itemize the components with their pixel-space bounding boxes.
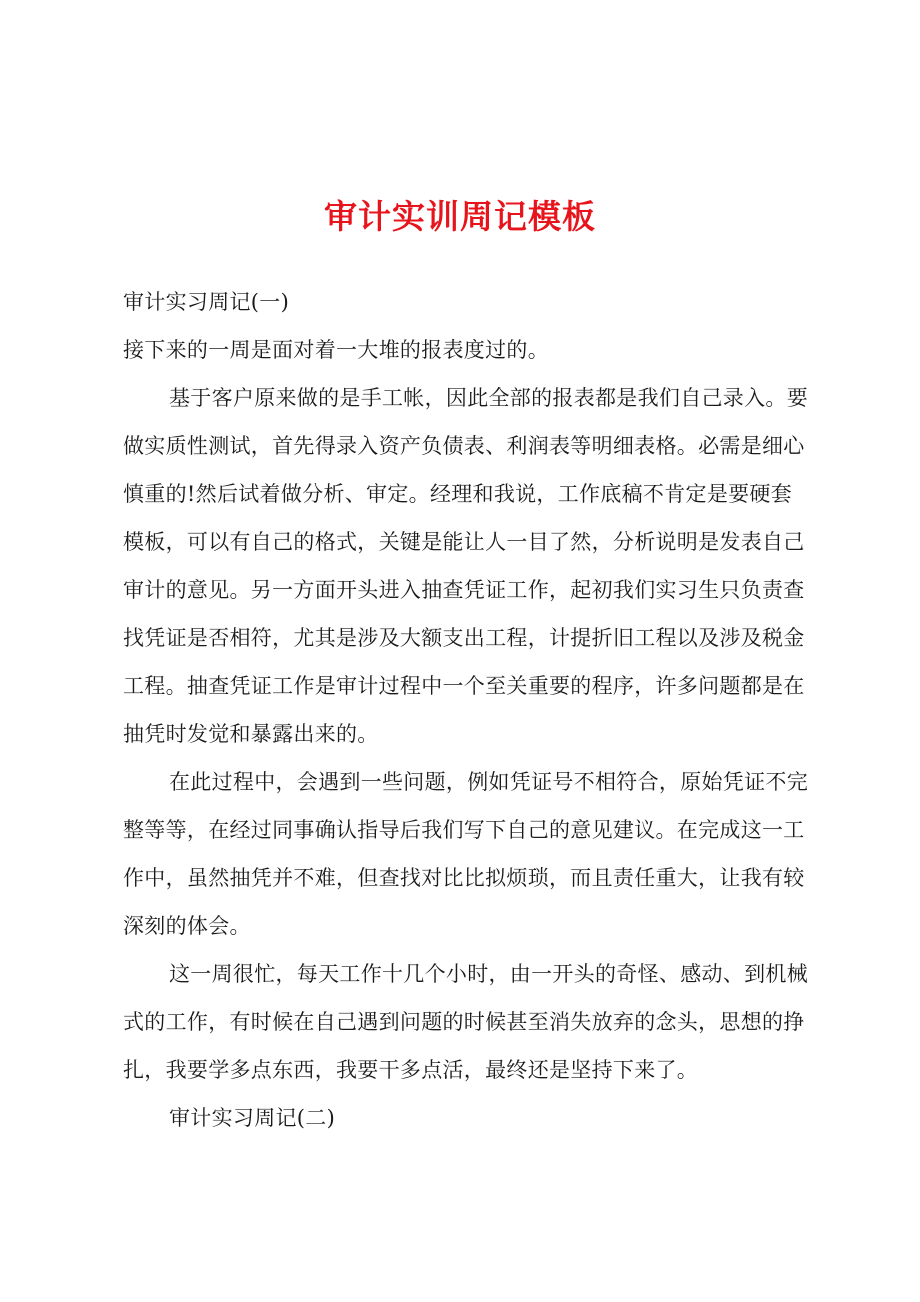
paragraph-line: 抽凭时发觉和暴露出来的。 [123, 722, 379, 746]
paragraph-line: 找凭证是否相符，尤其是涉及大额支出工程，计提折旧工程以及涉及税金 [123, 626, 805, 650]
paragraph-line: 在此过程中，会遇到一些问题，例如凭证号不相符合，原始凭证不完 [169, 770, 808, 794]
paragraph-line: 做实质性测试，首先得录入资产负债表、利润表等明细表格。必需是细心 [123, 434, 805, 458]
paragraph-line: 审计的意见。另一方面开头进入抽查凭证工作，起初我们实习生只负责查 [123, 578, 805, 602]
paragraph-line: 基于客户原来做的是手工帐，因此全部的报表都是我们自己录入。要 [169, 386, 808, 410]
paragraph-line: 慎重的!然后试着做分析、审定。经理和我说，工作底稿不肯定是要硬套 [123, 482, 793, 506]
paragraph-line: 深刻的体会。 [123, 914, 251, 938]
paragraph-2 [123, 758, 808, 950]
paragraph-line: 作中，虽然抽凭并不难，但查找对比比拟烦琐，而且责任重大，让我有较 [123, 866, 805, 890]
paragraph-1 [123, 374, 808, 758]
section-heading-2: 审计实习周记(二) [169, 1106, 336, 1130]
paragraph-line: 工程。抽查凭证工作是审计过程中一个至关重要的程序，许多问题都是在 [123, 674, 805, 698]
paragraph-line: 扎，我要学多点东西，我要干多点活，最终还是坚持下来了。 [123, 1058, 699, 1082]
page-title: 审计实训周记模板 [324, 197, 596, 236]
paragraph-line: 这一周很忙，每天工作十几个小时，由一开头的奇怪、感动、到机械 [169, 962, 808, 986]
paragraph-3 [123, 950, 808, 1094]
intro-line: 接下来的一周是面对着一大堆的报表度过的。 [123, 338, 549, 362]
paragraph-line: 式的工作，有时候在自己遇到问题的时候甚至消失放弃的念头，思想的挣 [123, 1010, 805, 1034]
document-body [123, 278, 808, 1142]
section-heading-1: 审计实习周记(一) [123, 290, 290, 314]
paragraph-line: 模板，可以有自己的格式，关键是能让人一目了然，分析说明是发表自己 [123, 530, 805, 554]
paragraph-line: 整等等，在经过同事确认指导后我们写下自己的意见建议。在完成这一工 [123, 818, 805, 842]
